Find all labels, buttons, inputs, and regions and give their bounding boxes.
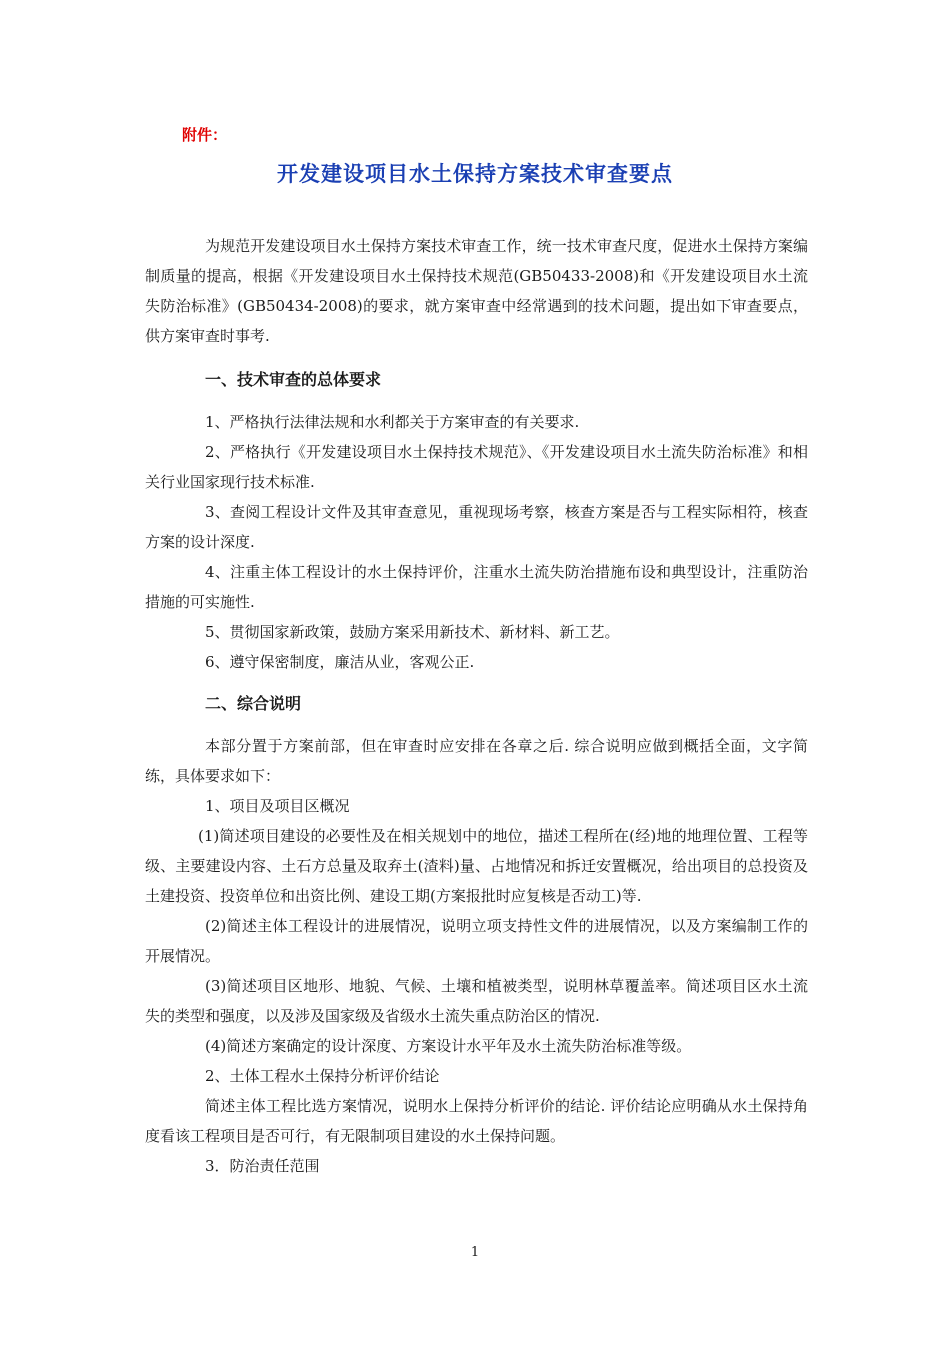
attachment-label: 附件：	[182, 126, 228, 144]
subsection-3-title: 3．防治责任范围	[205, 1157, 320, 1175]
section-1-item: 1、严格执行法律法规和水利都关于方案审查的有关要求.	[205, 413, 580, 431]
page-number: 1	[470, 1245, 480, 1260]
section-1-item: 5、贯彻国家新政策，鼓励方案采用新技术、新材料、新工艺。	[205, 623, 620, 641]
document-title: 开发建设项目水土保持方案技术审查要点	[277, 162, 673, 186]
section-2-heading: 二、综合说明	[205, 694, 302, 713]
section-2-intro: 本部分置于方案前部，但在审查时应安排在各章之后. 综合说明应做到概括全面，文字简练，具体要求如下：	[145, 737, 808, 785]
subsection-1-item: (1)简述项目建设的必要性及在相关规划中的地位，描述工程所在(经)地的地理位置、工程等级、主要建设内容、土石方总量及取弃土(渣料)量、占地情况和拆迁安置概况，给出项目的总投资及土建投资、投资单位和出资比例、建设工期(方案报批时应复核是否动工)等.	[145, 827, 808, 905]
section-1-item: 4、注重主体工程设计的水土保持评价，注重水土流失防治措施布设和典型设计，注重防治措施的可实施性.	[145, 563, 808, 611]
section-1-heading: 一、技术审查的总体要求	[205, 370, 382, 389]
subsection-1-title: 1、项目及项目区概况	[205, 797, 350, 815]
subsection-1-item: (4)简述方案确定的设计深度、方案设计水平年及水土流失防治标准等级。	[205, 1037, 692, 1055]
subsection-2-title: 2、土体工程水土保持分析评价结论	[205, 1067, 440, 1085]
subsection-1-item: (2)简述主体工程设计的进展情况，说明立项支持性文件的进展情况，以及方案编制工作的开展情况。	[145, 917, 808, 965]
section-1-item: 2、严格执行《开发建设项目水土保持技术规范》、《开发建设项目水土流失防治标准》和相关行业国家现行技术标准.	[145, 443, 808, 491]
intro-paragraph: 为规范开发建设项目水土保持方案技术审查工作，统一技术审查尺度，促进水土保持方案编制质量的提高，根据《开发建设项目水土保持技术规范(GB50433-2008)和《开发建设项目水土流失防治标准》(GB50434-2008)的要求，就方案审查中经常遇到的技术问题，提出如下审查要点，供方案审查时事考.	[145, 237, 808, 345]
subsection-2-text: 简述主体工程比选方案情况，说明水上保持分析评价的结论. 评价结论应明确从水土保持角度看该工程项目是否可行，有无限制项目建设的水土保持问题。	[145, 1097, 808, 1145]
section-1-item: 6、遵守保密制度，廉洁从业，客观公正.	[205, 653, 475, 671]
section-1-item: 3、查阅工程设计文件及其审查意见，重视现场考察，核查方案是否与工程实际相符，核查方案的设计深度.	[145, 503, 808, 551]
document-body	[145, 231, 808, 1181]
subsection-1-item: (3)简述项目区地形、地貌、气候、土壤和植被类型，说明林草覆盖率。简述项目区水土流失的类型和强度，以及涉及国家级及省级水土流失重点防治区的情况.	[145, 977, 808, 1025]
